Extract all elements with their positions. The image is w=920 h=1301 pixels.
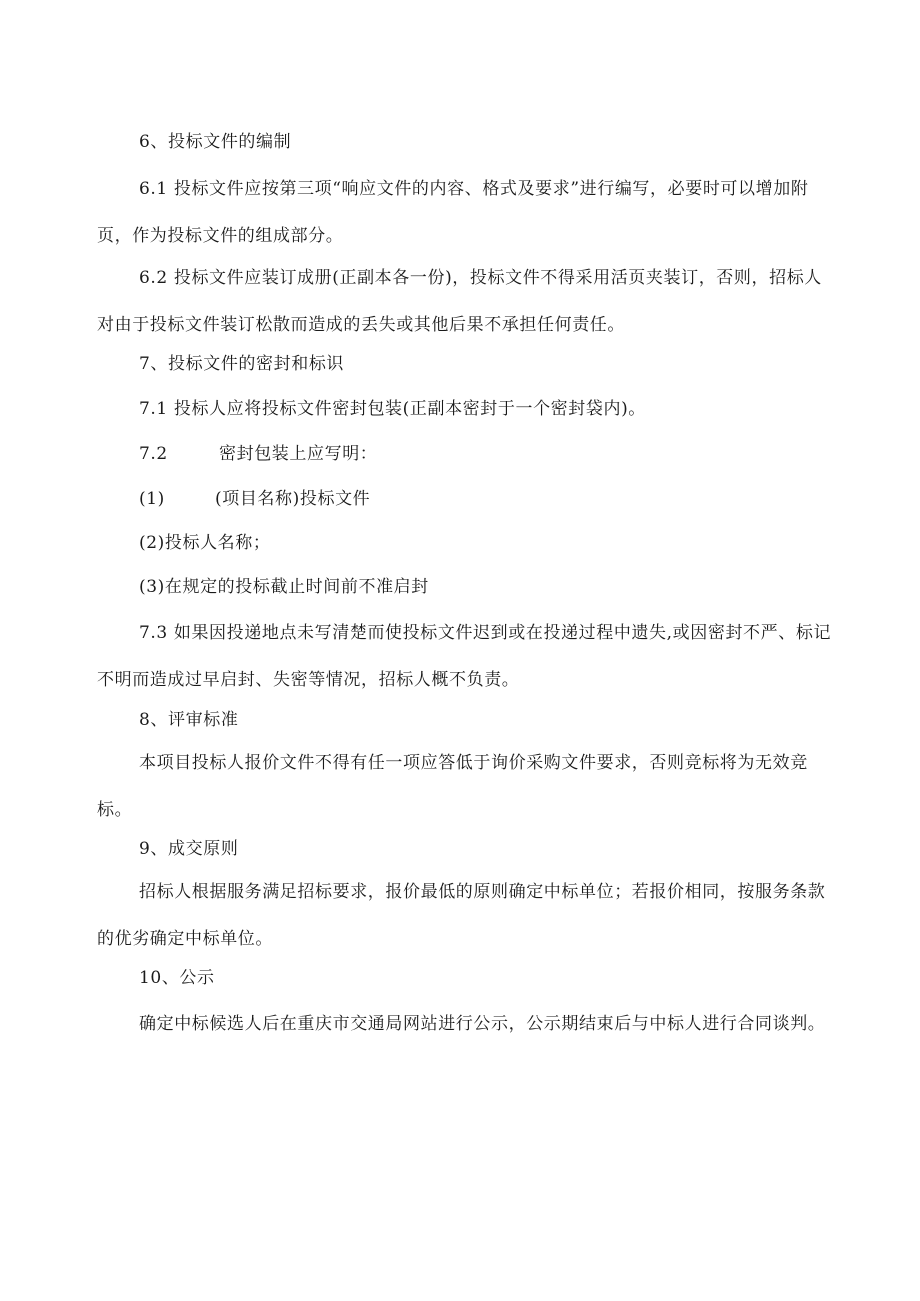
section-heading-8: 8、评审标准 [139, 710, 239, 730]
paragraph-7-2 [139, 431, 874, 478]
section-heading-10: 10、公示 [139, 968, 215, 988]
list-item-2: (2)投标人名称； [139, 533, 271, 553]
list-item-1-text: (项目名称)投标文件 [215, 489, 371, 509]
paragraph-10: 确定中标候选人后在重庆市交通局网站进行公示，公示期结束后与中标人进行合同谈判。 [139, 1014, 826, 1034]
section-heading-6: 6、投标文件的编制 [139, 132, 292, 152]
section-heading-9: 9、成交原则 [139, 839, 239, 859]
paragraph-9: 招标人根据服务满足招标要求，报价最低的原则确定中标单位；若报价相同，按服务条款的优劣确定中标单位。 [97, 882, 826, 949]
section-heading-7: 7、投标文件的密封和标识 [139, 354, 345, 374]
list-item-1-number: (1) [139, 489, 165, 509]
paragraph-7-2-number: 7.2 [139, 444, 168, 464]
paragraph-7-2-text: 密封包装上应写明： [219, 444, 378, 464]
paragraph-6-2: 6.2 投标文件应装订成册(正副本各一份)，投标文件不得采用活页夹装订，否则，招标人对由于投标文件装订松散而造成的丢失或其他后果不承担任何责任。 [97, 268, 822, 335]
list-item-1 [139, 476, 874, 523]
paragraph-7-3: 7.3 如果因投递地点未写清楚而使投标文件迟到或在投递过程中遗失,或因密封不严、标记不明而造成过早启封、失密等情况，招标人概不负责。 [97, 623, 832, 690]
list-item-3: (3)在规定的投标截止时间前不准启封 [139, 577, 429, 597]
paragraph-6-1: 6.1 投标文件应按第三项“响应文件的内容、格式及要求”进行编写，必要时可以增加附页，作为投标文件的组成部分。 [97, 179, 809, 246]
paragraph-7-1: 7.1 投标人应将投标文件密封包装(正副本密封于一个密封袋内)。 [139, 399, 646, 419]
paragraph-8: 本项目投标人报价文件不得有任一项应答低于询价采购文件要求，否则竞标将为无效竞标。 [97, 753, 808, 820]
